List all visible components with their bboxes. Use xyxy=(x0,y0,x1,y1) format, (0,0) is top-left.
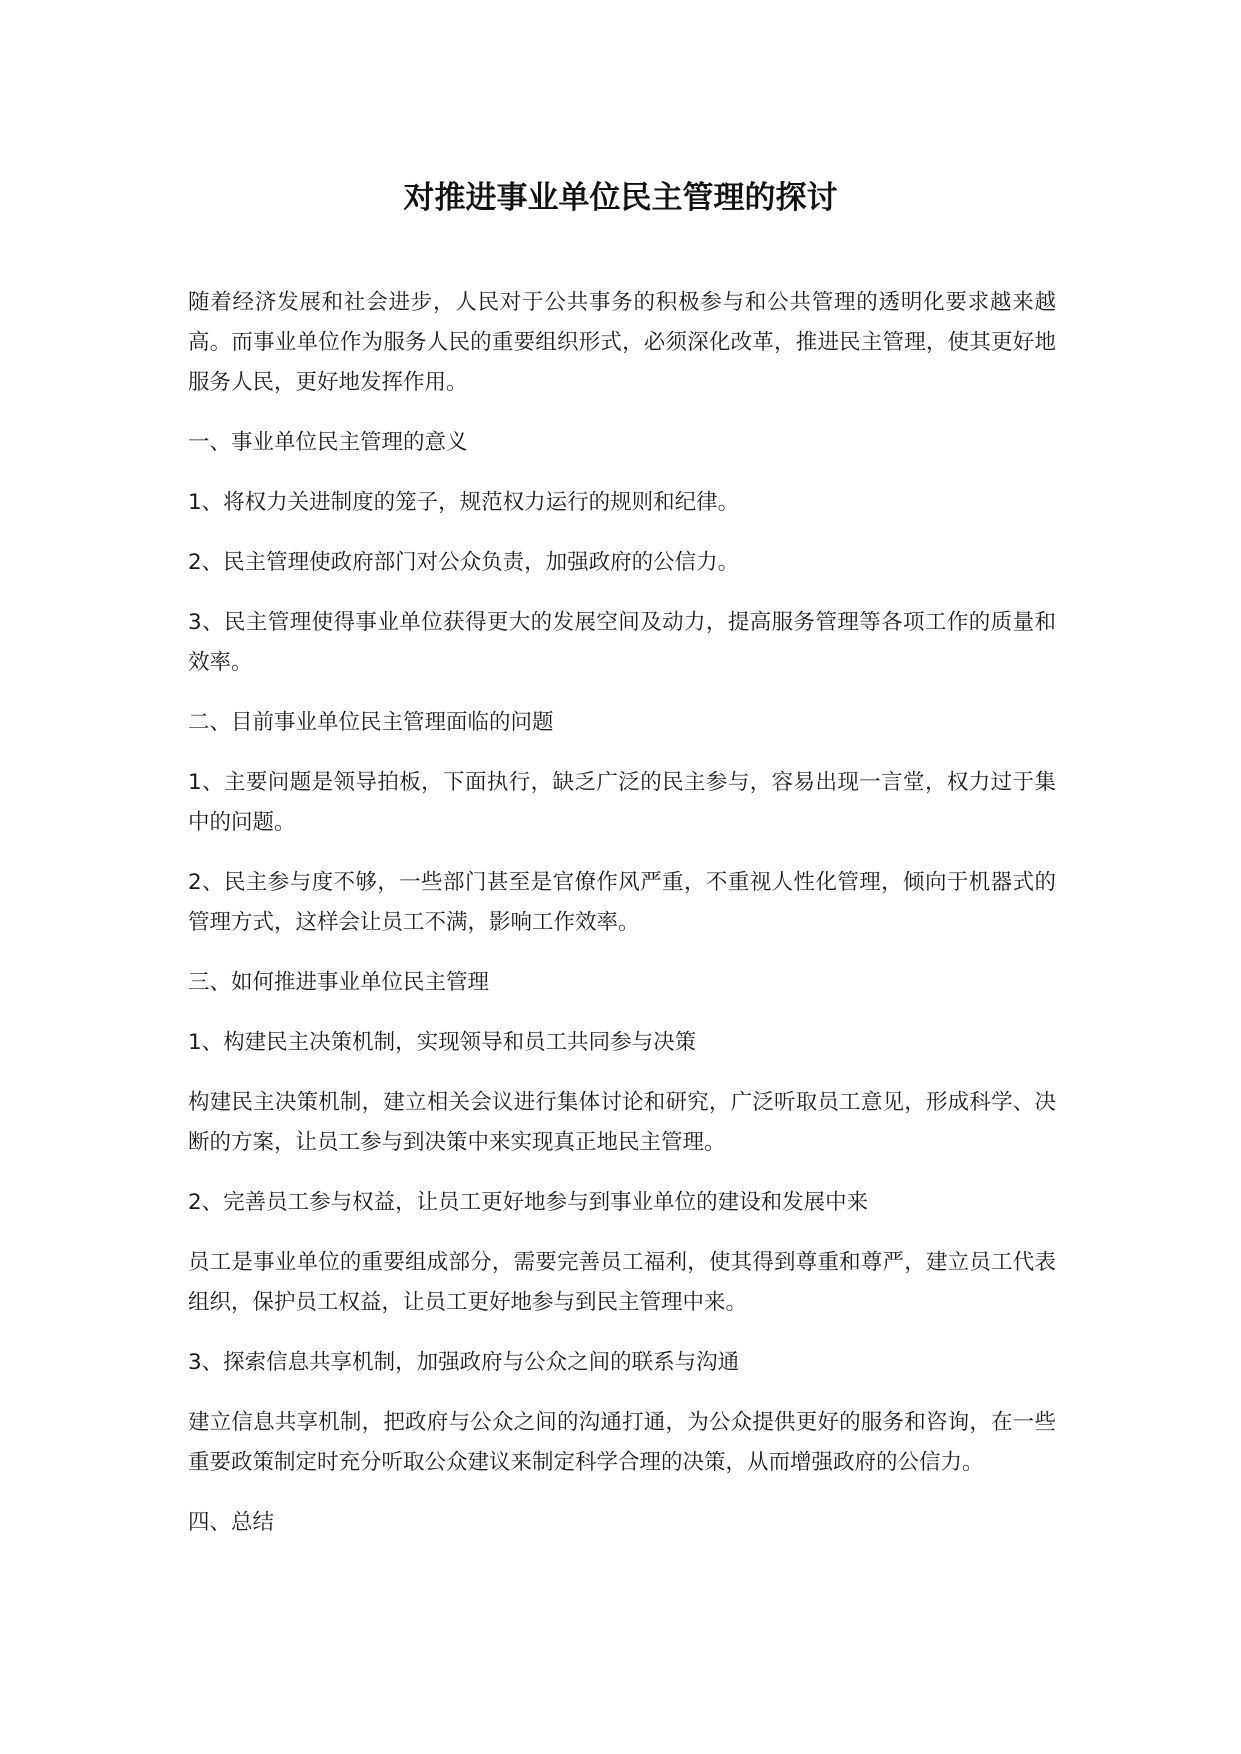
section-heading-2: 二、目前事业单位民主管理面临的问题 xyxy=(188,710,554,735)
document-title: 对推进事业单位民主管理的探讨 xyxy=(403,180,838,216)
list-item: 3、民主管理使得事业单位获得更大的发展空间及动力，提高服务管理等各项工作的质量和效率。 xyxy=(188,610,1056,675)
body-paragraph: 建立信息共享机制，把政府与公众之间的沟通打通，为公众提供更好的服务和咨询，在一些重要政策制定时充分听取公众建议来制定科学合理的决策，从而增强政府的公信力。 xyxy=(188,1410,1056,1475)
subsection-heading: 2、完善员工参与权益，让员工更好地参与到事业单位的建设和发展中来 xyxy=(188,1190,869,1215)
intro-paragraph: 随着经济发展和社会进步，人民对于公共事务的积极参与和公共管理的透明化要求越来越高。而事业单位作为服务人民的重要组织形式，必须深化改革，推进民主管理，使其更好地服务人民，更好地发挥作用。 xyxy=(188,290,1056,395)
subsection-heading: 1、构建民主决策机制，实现领导和员工共同参与决策 xyxy=(188,1030,697,1055)
subsection-heading: 3、探索信息共享机制，加强政府与公众之间的联系与沟通 xyxy=(188,1350,740,1375)
body-paragraph: 员工是事业单位的重要组成部分，需要完善员工福利，使其得到尊重和尊严，建立员工代表组织，保护员工权益，让员工更好地参与到民主管理中来。 xyxy=(188,1250,1056,1315)
section-heading-4: 四、总结 xyxy=(188,1510,275,1535)
list-item: 1、将权力关进制度的笼子，规范权力运行的规则和纪律。 xyxy=(188,490,740,515)
list-item: 2、民主参与度不够，一些部门甚至是官僚作风严重，不重视人性化管理，倾向于机器式的管理方式，这样会让员工不满，影响工作效率。 xyxy=(188,870,1056,935)
section-heading-3: 三、如何推进事业单位民主管理 xyxy=(188,970,490,995)
section-heading-1: 一、事业单位民主管理的意义 xyxy=(188,430,468,455)
document-body xyxy=(188,283,1056,1563)
list-item: 1、主要问题是领导拍板，下面执行，缺乏广泛的民主参与，容易出现一言堂，权力过于集中的问题。 xyxy=(188,770,1056,835)
list-item: 2、民主管理使政府部门对公众负责，加强政府的公信力。 xyxy=(188,550,740,575)
body-paragraph: 构建民主决策机制，建立相关会议进行集体讨论和研究，广泛听取员工意见，形成科学、决断的方案，让员工参与到决策中来实现真正地民主管理。 xyxy=(188,1090,1056,1155)
